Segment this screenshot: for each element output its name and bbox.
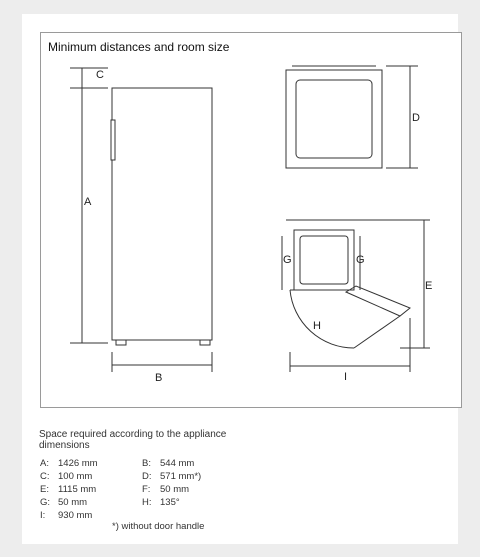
spec-g: G: 50 mm xyxy=(40,497,88,508)
spec-b: B: 544 mm xyxy=(142,458,195,469)
label-e: E xyxy=(425,280,433,292)
spec-h: H: 135° xyxy=(142,497,180,508)
label-i: I xyxy=(344,371,348,383)
door-swing-arc xyxy=(290,290,354,348)
label-d: D xyxy=(412,112,420,124)
door-open-edge xyxy=(354,316,400,348)
door-open-panel xyxy=(346,286,410,316)
label-g-right: G xyxy=(356,254,365,266)
spec-d: D: 571 mm*) xyxy=(142,471,202,482)
label-c: C xyxy=(96,69,104,81)
label-h: H xyxy=(313,320,321,332)
label-g-left: G xyxy=(283,254,292,266)
plan-fridge-body xyxy=(294,230,354,290)
label-a: A xyxy=(84,196,92,208)
fridge-top-inner xyxy=(296,80,372,158)
spec-f: F: 50 mm xyxy=(142,484,190,495)
fridge-top-view xyxy=(286,70,382,168)
diagram-title: Minimum distances and room size xyxy=(48,40,230,54)
label-b: B xyxy=(155,372,163,384)
door-handle xyxy=(111,120,115,160)
spec-a: A: 1426 mm xyxy=(40,458,98,469)
spec-e: E: 1115 mm xyxy=(40,484,97,495)
fridge-foot-right xyxy=(200,340,210,345)
fridge-foot-left xyxy=(116,340,126,345)
footnote: *) without door handle xyxy=(112,521,205,532)
plan-fridge-inner xyxy=(300,236,348,284)
space-required-caption: Space required according to the appliance dimensions xyxy=(39,429,227,451)
spec-c: C: 100 mm xyxy=(40,471,93,482)
fridge-front-body xyxy=(112,88,212,340)
spec-i: I: 930 mm xyxy=(40,510,93,521)
